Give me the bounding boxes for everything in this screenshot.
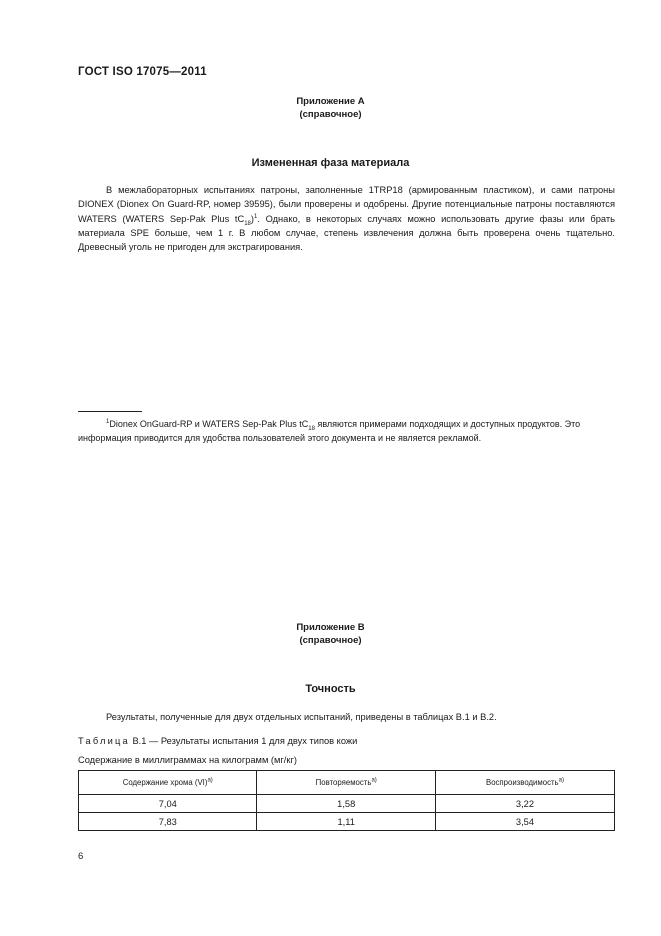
- standard-code: ГОСТ ISO 17075—2011: [78, 66, 207, 78]
- table-row: [79, 813, 615, 831]
- table-cell: 1,11: [257, 813, 435, 831]
- footnote-ref: 1: [254, 213, 258, 220]
- results-table: [78, 770, 615, 831]
- appendix-a-heading: [0, 95, 661, 121]
- table-caption: [78, 736, 357, 746]
- table-cell: 7,83: [79, 813, 257, 831]
- appendix-b-type: (справочное): [299, 635, 362, 646]
- appendix-b-text: Результаты, полученные для двух отдельных испытаний, приведены в таблицах В.1 и В.2.: [106, 712, 497, 722]
- table-cell: 7,04: [79, 795, 257, 813]
- appendix-b-heading: [0, 621, 661, 647]
- table-caption-rest: В.1 — Результаты испытания 1 для двух типов кожи: [129, 736, 358, 746]
- appendix-a-title: Измененная фаза материала: [251, 157, 410, 169]
- footnote: [78, 417, 615, 445]
- appendix-a-paragraph: [78, 183, 615, 254]
- appendix-a-close: ): [250, 213, 254, 224]
- appendix-b-paragraph: [78, 710, 615, 724]
- appendix-a-subscript: 18: [244, 220, 251, 227]
- footnote-text-2: являются примерами подходящих и доступных продуктов. Это информация приводится для удобства пользователей этого документа и не является рекламой.: [78, 419, 581, 443]
- table-cell: 3,54: [435, 813, 614, 831]
- column-header: Воспроизводимость$^{а)}$: [435, 771, 614, 795]
- table-header-row: [79, 771, 615, 795]
- table-caption-word: Таблица: [78, 736, 130, 746]
- appendix-a-text-2: . Однако, в некоторых случаях можно использовать другие фазы или брать материала SPE больше, чем 1 г. В любом случае, степень извлечения должна быть проверена очень тщательно. Древесный уголь не пригоден для экстрагирования.: [78, 213, 615, 253]
- appendix-a-label: Приложение А: [296, 96, 365, 107]
- appendix-a-text-1: В межлабораторных испытаниях патроны, заполненные 1TRP18 (армированным пластиком), и сами патроны DIONEX (Dionex On Guard-RP, номер 39595), были проверены и одобрены. Другие потенциальные патроны поставляются WATERS (WATERS Sep-Pak Plus tC: [78, 185, 615, 224]
- appendix-a-type: (справочное): [299, 109, 362, 120]
- appendix-b-title: Точность: [305, 683, 356, 695]
- footnote-divider: [78, 411, 142, 412]
- table-cell: 3,22: [435, 795, 614, 813]
- appendix-b-label: Приложение В: [296, 622, 365, 633]
- column-header: Содержание хрома (VI)$^{а)}$: [79, 771, 257, 795]
- footnote-subscript: 18: [308, 425, 315, 432]
- footnote-marker: 1: [106, 419, 110, 425]
- table-units: Содержание в миллиграммах на килограмм (мг/кг): [78, 755, 297, 765]
- column-header: Повторяемость$^{а)}$: [257, 771, 435, 795]
- table-row: [79, 795, 615, 813]
- page-number: 6: [78, 851, 84, 862]
- table-cell: 1,58: [257, 795, 435, 813]
- footnote-text-1: Dionex OnGuard-RP и WATERS Sep-Pak Plus tC: [109, 419, 309, 429]
